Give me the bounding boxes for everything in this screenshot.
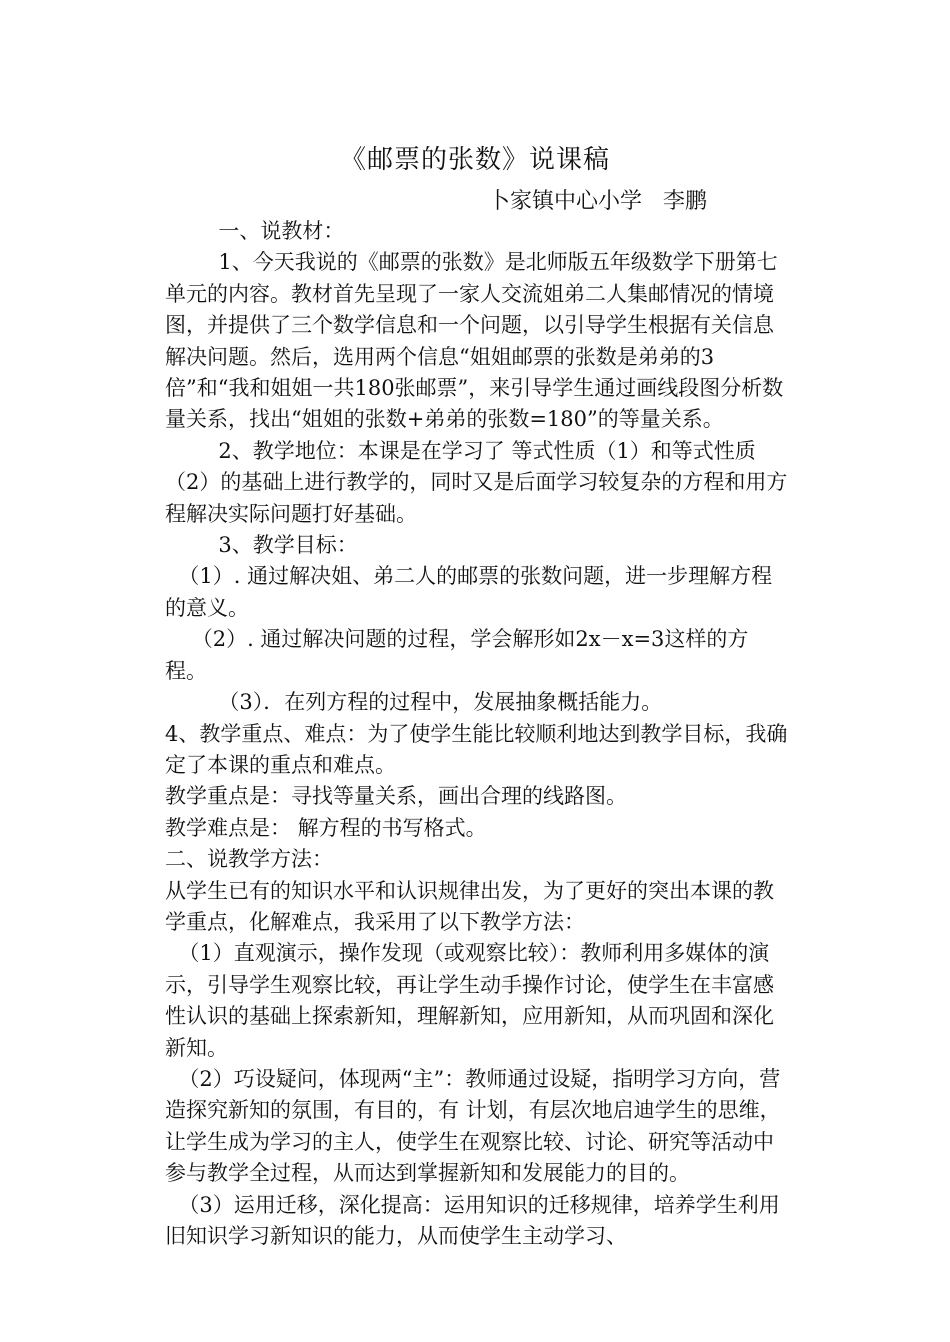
- document-body: [165, 216, 790, 1252]
- paragraph-methods-intro: 从学生已有的知识水平和认识规律出发，为了更好的突出本课的教学重点，化解难点，我采用了以下教学方法：: [165, 878, 774, 934]
- method-item-3: （3）运用迁移，深化提高：运用知识的迁移规律，培养学生利用旧知识学习新知识的能力，从而使学生主动学习、: [165, 1192, 780, 1248]
- section-heading-methods: 二、说教学方法：: [165, 847, 333, 872]
- goal-item-3: （3）．在列方程的过程中，发展抽象概括能力。: [165, 690, 663, 715]
- method-item-2: （2）巧设疑问，体现两“主”：教师通过设疑，指明学习方向，营造探究新知的氛围，有目的，有 计划，有层次地启迪学生的思维，让学生成为学习的主人，使学生在观察比较、讨论、研究等活动中参与教学全过程，从而达到掌握新知和发展能力的目的。: [165, 1066, 781, 1186]
- paragraph-difficult-point: 教学难点是： 解方程的书写格式。: [165, 815, 487, 840]
- document-author: 卜家镇中心小学 李鹏: [488, 189, 707, 214]
- paragraph-key-difficult-points: 4、教学重点、难点：为了使学生能比较顺利地达到教学目标，我确定了本课的重点和难点。: [165, 721, 788, 777]
- method-item-1: （1）直观演示，操作发现（或观察比较）：教师利用多媒体的演示，引导学生观察比较，再让学生动手操作讨论，使学生在丰富感性认识的基础上探索新知，理解新知，应用新知，从而巩固和深化新知。: [165, 941, 774, 1060]
- paragraph-teaching-status: 2、教学地位：本课是在学习了 等式性质（1）和等式性质（2）的基础上进行教学的，同时又是后面学习较复杂的方程和用方程解决实际问题打好基础。: [165, 438, 788, 526]
- heading-teaching-goals: 3、教学目标：: [165, 533, 358, 558]
- section-heading-materials: 一、说教材：: [165, 219, 345, 243]
- goal-item-1: （1）. 通过解决姐、弟二人的邮票的张数问题，进一步理解方程的意义。: [165, 564, 773, 620]
- paragraph-key-point: 教学重点是：寻找等量关系，画出合理的线路图。: [165, 784, 627, 809]
- document-title: 《邮票的张数》说课稿: [339, 145, 610, 175]
- goal-item-2: （2）. 通过解决问题的过程，学会解形如2x－x=3这样的方程。: [165, 627, 749, 683]
- paragraph-materials-content: 1、今天我说的《邮票的张数》是北师版五年级数学下册第七单元的内容。教材首先呈现了一家人交流姐弟二人集邮情况的情境图，并提供了三个数学信息和一个问题，以引导学生根据有关信息解决问题。然后，选用两个信息“姐姐邮票的张数是弟弟的3倍”和“我和姐姐一共180张邮票”，来引导学生通过画线段图分析数量关系，找出“姐姐的张数+弟弟的张数=180”的等量关系。: [165, 250, 784, 432]
